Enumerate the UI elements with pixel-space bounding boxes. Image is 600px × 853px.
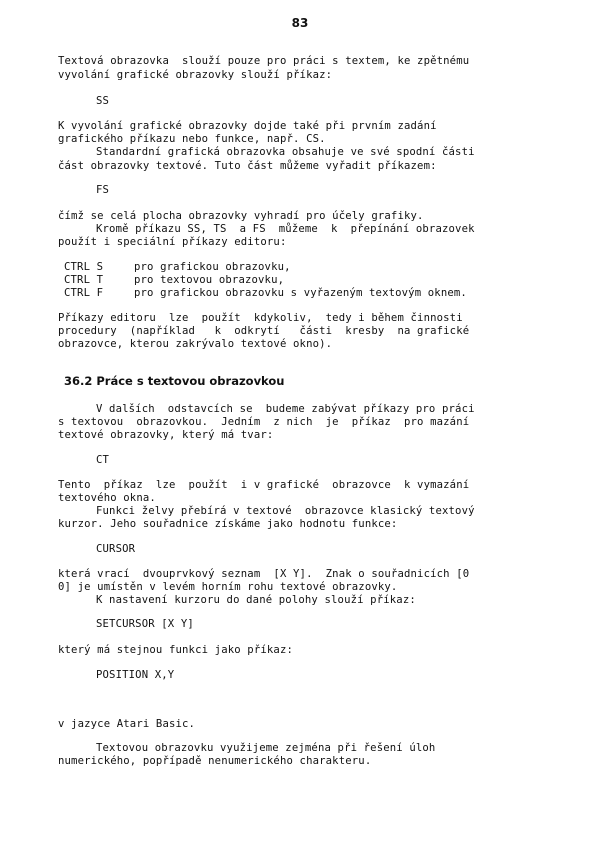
paragraph-line: Kromě příkazu SS, TS a FS můžeme k přepínání obrazovek [96, 223, 475, 235]
ctrl-key: CTRL F [64, 287, 104, 299]
command-ct: CT [96, 454, 110, 466]
paragraph-line: K nastavení kurzoru do dané polohy slouží příkaz: [96, 594, 416, 606]
paragraph-line: numerického, popřípadě nenumerického charakteru. [58, 755, 372, 767]
paragraph-line: použít i speciální příkazy editoru: [58, 236, 287, 248]
ctrl-list-item [64, 287, 467, 300]
paragraph-line: obrazovce, kterou zakrývalo textové okno). [58, 338, 333, 350]
ctrl-list-item [64, 274, 284, 287]
command-setcursor: SETCURSOR [X Y] [96, 618, 194, 630]
ctrl-list-item [64, 261, 291, 274]
paragraph-line: grafického příkazu nebo funkce, např. CS. [58, 133, 326, 145]
paragraph-line: Příkazy editoru lze použít kdykoliv, tedy i během činnosti [58, 312, 463, 324]
command-cursor: CURSOR [96, 543, 136, 555]
ctrl-key: CTRL T [64, 274, 104, 286]
ctrl-key: CTRL S [64, 261, 104, 273]
command-position: POSITION X,Y [96, 669, 175, 681]
ctrl-desc: pro grafickou obrazovku, [134, 261, 291, 273]
paragraph-line: Textová obrazovka slouží pouze pro práci s textem, ke zpětnému [58, 55, 470, 67]
paragraph-line: část obrazovky textové. Tuto část můžeme vyřadit příkazem: [58, 160, 437, 172]
paragraph-line: kurzor. Jeho souřadnice získáme jako hodnotu funkce: [58, 518, 398, 530]
ctrl-desc: pro grafickou obrazovku s vyřazeným textovým oknem. [134, 287, 467, 299]
paragraph-line: Tento příkaz lze použít i v grafické obrazovce k vymazání [58, 479, 470, 491]
paragraph-line: Standardní grafická obrazovka obsahuje ve své spodní části [96, 146, 475, 158]
paragraph-line: vyvolání grafické obrazovky slouží příkaz: [58, 69, 333, 81]
paragraph-line: která vrací dvouprvkový seznam [X Y]. Znak o souřadnicích [0 [58, 568, 470, 580]
paragraph-line: 0] je umístěn v levém horním rohu textové obrazovky. [58, 581, 398, 593]
paragraph-line: K vyvolání grafické obrazovky dojde také při prvním zadání [58, 120, 437, 132]
paragraph-line: který má stejnou funkci jako příkaz: [58, 644, 294, 656]
paragraph-line: Funkci želvy přebírá v textové obrazovce klasický textový [96, 505, 475, 517]
paragraph-line: čímž se celá plocha obrazovky vyhradí pro účely grafiky. [58, 210, 424, 222]
paragraph-line: textové obrazovky, který má tvar: [58, 429, 274, 441]
section-heading: 36.2 Práce s textovou obrazovkou [64, 374, 285, 388]
page-number: 83 [291, 16, 309, 30]
paragraph-line: V dalších odstavcích se budeme zabývat příkazy pro práci [96, 403, 475, 415]
paragraph-line: v jazyce Atari Basic. [58, 718, 196, 730]
ctrl-desc: pro textovou obrazovku, [134, 274, 285, 286]
command-ss: SS [96, 95, 110, 107]
paragraph-line: procedury (například k odkrytí části kresby na grafické [58, 325, 470, 337]
paragraph-line: s textovou obrazovkou. Jedním z nich je příkaz pro mazání [58, 416, 470, 428]
command-fs: FS [96, 184, 110, 196]
paragraph-line: textového okna. [58, 492, 156, 504]
paragraph-line: Textovou obrazovku využijeme zejména při řešení úloh [96, 742, 436, 754]
